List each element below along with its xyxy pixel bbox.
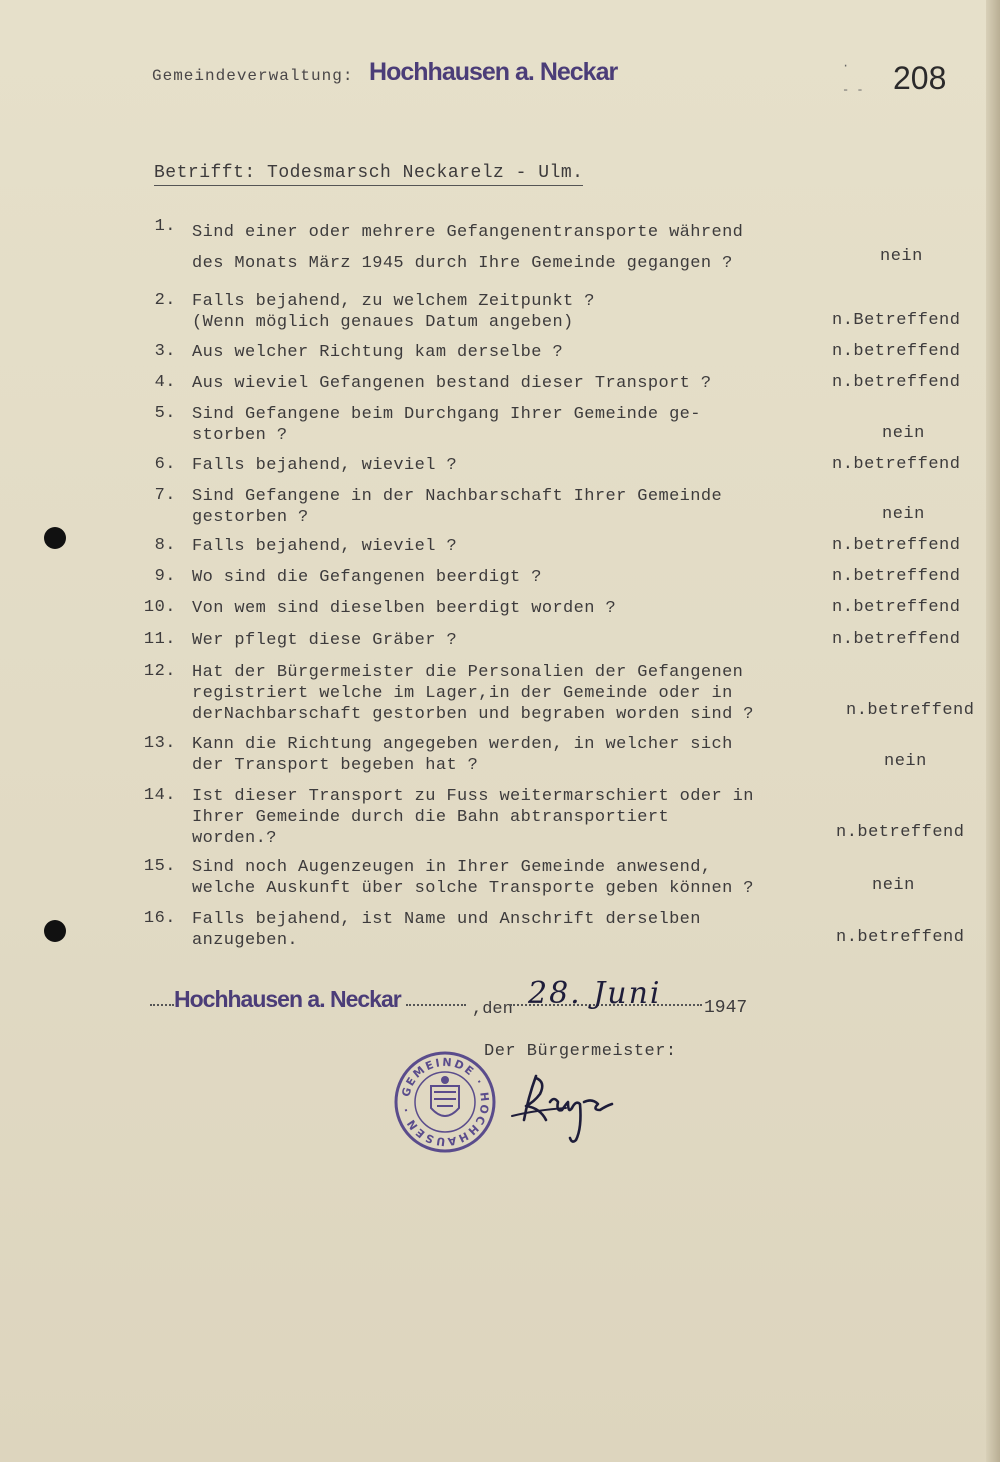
question-number: 9. (154, 567, 176, 586)
question-text: Hat der Bürgermeister die Personalien der Gefangenen registriert welche im Lager,in der Gemeinde oder in derNachbarschaft gestorben und begraben worden sind ? (192, 663, 754, 724)
question-number: 3. (154, 342, 176, 361)
question-answer: n.betreffend (832, 342, 961, 361)
question-text: Sind Gefangene in der Nachbarschaft Ihrer Gemeinde gestorben ? (192, 487, 723, 527)
municipal-seal (393, 1050, 497, 1154)
question-number: 11. (143, 630, 176, 649)
question-number: 6. (154, 455, 176, 474)
question-answer: n.betreffend (836, 823, 965, 842)
question-number: 5. (154, 404, 176, 423)
question-number: 14. (143, 786, 176, 805)
question-text: Von wem sind dieselben beerdigt worden ? (192, 599, 617, 618)
question-text: Kann die Richtung angegeben werden, in welcher sich der Transport begeben hat ? (192, 735, 733, 775)
question-number: 12. (143, 662, 176, 681)
punch-hole-bottom (44, 920, 66, 942)
place-stamp: Hochhausen a. Neckar (174, 986, 401, 1012)
page-edge-shadow (986, 0, 1000, 1462)
question-number: 13. (143, 734, 176, 753)
margin-marks: · - - (842, 59, 864, 97)
question-answer: nein (884, 752, 927, 771)
question-number: 1. (154, 217, 176, 236)
question-number: 4. (154, 373, 176, 392)
subject-line: Betrifft: Todesmarsch Neckarelz - Ulm. (154, 163, 583, 186)
question-answer: n.betreffend (832, 598, 961, 617)
question-number: 8. (154, 536, 176, 555)
date-year: 1947 (704, 998, 748, 1018)
question-answer: nein (880, 247, 923, 266)
question-text: Falls bejahend, zu welchem Zeitpunkt ? (Wenn möglich genaues Datum angeben) (192, 292, 595, 332)
question-number: 2. (154, 291, 176, 310)
question-text: Sind einer oder mehrere Gefangenentransporte während des Monats März 1945 durch Ihre Gemeinde gegangen ? (192, 223, 744, 273)
question-text: Falls bejahend, wieviel ? (192, 537, 458, 556)
handwritten-date: 28. Juni (528, 976, 662, 1011)
question-text: Ist dieser Transport zu Fuss weitermarschiert oder in Ihrer Gemeinde durch die Bahn abtransportiert worden.? (192, 787, 754, 848)
question-answer: n.betreffend (832, 373, 961, 392)
dotted-leader (406, 1004, 466, 1006)
question-answer: n.betreffend (846, 701, 975, 720)
question-answer: n.betreffend (832, 455, 961, 474)
question-text: Sind noch Augenzeugen in Ihrer Gemeinde anwesend, welche Auskunft über solche Transporte geben können ? (192, 858, 754, 898)
date-label: ,den (472, 1000, 513, 1019)
dotted-leader (150, 1004, 174, 1006)
question-answer: nein (872, 876, 915, 895)
question-text: Falls bejahend, wieviel ? (192, 456, 458, 475)
question-text: Falls bejahend, ist Name und Anschrift derselben anzugeben. (192, 910, 701, 950)
header-label: Gemeindeverwaltung: (152, 67, 354, 85)
question-number: 15. (143, 857, 176, 876)
mayor-label: Der Bürgermeister: (484, 1042, 677, 1061)
question-answer: nein (882, 424, 925, 443)
mayor-signature (506, 1058, 626, 1148)
question-text: Wo sind die Gefangenen beerdigt ? (192, 568, 542, 587)
municipality-stamp: Hochhausen a. Neckar (369, 58, 618, 86)
question-text: Aus wieviel Gefangenen bestand dieser Transport ? (192, 374, 712, 393)
question-answer: n.Betreffend (832, 311, 961, 330)
svg-text:GEMEINDE · HOCHHAUSEN ·: GEMEINDE · HOCHHAUSEN · (399, 1055, 492, 1149)
question-answer: n.betreffend (832, 630, 961, 649)
question-number: 7. (154, 486, 176, 505)
question-answer: nein (882, 505, 925, 524)
question-answer: n.betreffend (832, 567, 961, 586)
question-text: Wer pflegt diese Gräber ? (192, 631, 458, 650)
question-number: 16. (143, 909, 176, 928)
question-number: 10. (143, 598, 176, 617)
question-answer: n.betreffend (832, 536, 961, 555)
question-text: Sind Gefangene beim Durchgang Ihrer Gemeinde ge- storben ? (192, 405, 701, 445)
page-number: 208 (893, 60, 947, 96)
punch-hole-top (44, 527, 66, 549)
question-answer: n.betreffend (836, 928, 965, 947)
document-header (152, 58, 617, 87)
question-text: Aus welcher Richtung kam derselbe ? (192, 343, 564, 362)
